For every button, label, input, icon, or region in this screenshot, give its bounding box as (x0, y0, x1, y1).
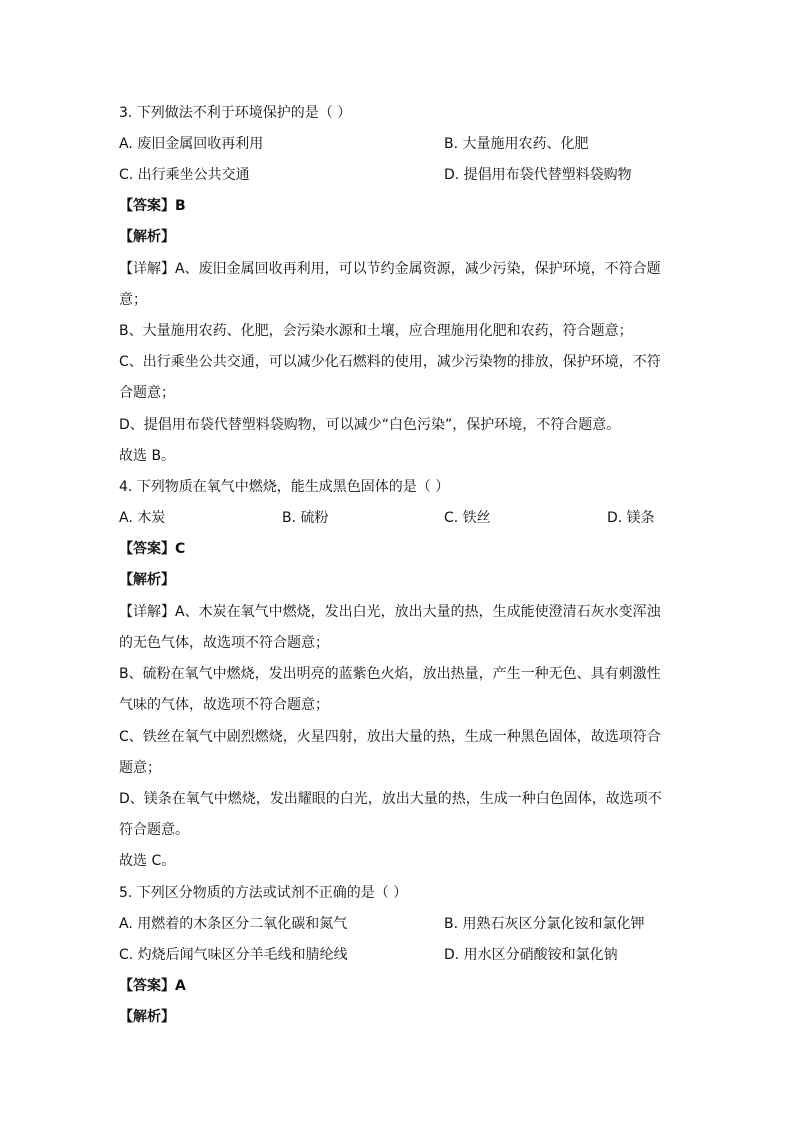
question-4-option-d: D. 镁条 (607, 510, 655, 526)
question-5-stem: 5. 下列区分物质的方法或试剂不正确的是（ ） (119, 885, 408, 901)
question-4-detail-line: 气味的气体，故选项不符合题意； (119, 697, 329, 713)
question-4-option-c: C. 铁丝 (444, 510, 491, 526)
question-4-analysis-label: 【解析】 (119, 572, 175, 588)
question-5-option-c: C. 灼烧后闻气味区分羊毛线和腈纶线 (119, 947, 348, 963)
question-4-option-a: A. 木炭 (119, 510, 166, 526)
question-4-detail-line: 符合题意。 (119, 822, 189, 838)
question-3-stem: 3. 下列做法不利于环境保护的是（ ） (119, 105, 352, 121)
question-4-stem: 4. 下列物质在氧气中燃烧，能生成黑色固体的是（ ） (119, 479, 450, 495)
question-3-detail-line: 合题意； (119, 385, 175, 401)
question-3-detail-line: D、提倡用布袋代替塑料袋购物，可以减少“白色污染”，保护环境，不符合题意。 (119, 417, 621, 433)
question-5-option-a: A. 用燃着的木条区分二氧化碳和氮气 (119, 916, 348, 932)
question-3-conclusion: 故选 B。 (119, 448, 176, 464)
question-4-detail-line: 【详解】A、木炭在氧气中燃烧，发出白光，放出大量的热，生成能使澄清石灰水变浑浊 (119, 604, 661, 620)
question-4-detail-line: 题意； (119, 760, 161, 776)
question-3-option-c: C. 出行乘坐公共交通 (119, 167, 250, 183)
question-5-answer: 【答案】A (119, 978, 186, 994)
question-3-detail-line: B、大量施用农药、化肥，会污染水源和土壤，应合理施用化肥和农药，符合题意； (119, 323, 633, 339)
question-5-option-d: D. 用水区分硝酸铵和氯化钠 (444, 947, 618, 963)
question-3-detail-line: 意； (119, 292, 147, 308)
question-4-conclusion: 故选 C。 (119, 853, 176, 869)
question-3-option-b: B. 大量施用农药、化肥 (444, 136, 589, 152)
question-4-detail-line: C、铁丝在氧气中剧烈燃烧，火星四射，放出大量的热，生成一种黑色固体，故选项符合 (119, 729, 661, 745)
question-4-detail-line: 的无色气体，故选项不符合题意； (119, 635, 329, 651)
question-4-detail-line: B、硫粉在氧气中燃烧，发出明亮的蓝紫色火焰，放出热量，产生一种无色、具有刺激性 (119, 666, 661, 682)
question-3-answer: 【答案】B (119, 198, 186, 214)
question-4-option-b: B. 硫粉 (282, 510, 329, 526)
question-5-option-b: B. 用熟石灰区分氯化铵和氯化钾 (444, 916, 645, 932)
question-3-option-d: D. 提倡用布袋代替塑料袋购物 (444, 167, 632, 183)
question-4-answer: 【答案】C (119, 541, 186, 557)
question-3-option-a: A. 废旧金属回收再利用 (119, 136, 264, 152)
question-5-analysis-label: 【解析】 (119, 1009, 175, 1025)
question-3-analysis-label: 【解析】 (119, 229, 175, 245)
question-3-detail-line: 【详解】A、废旧金属回收再利用，可以节约金属资源，减少污染，保护环境，不符合题 (119, 261, 661, 277)
question-4-detail-line: D、镁条在氧气中燃烧，发出耀眼的白光，放出大量的热，生成一种白色固体，故选项不 (119, 791, 662, 807)
question-3-detail-line: C、出行乘坐公共交通，可以减少化石燃料的使用，减少污染物的排放，保护环境，不符 (119, 354, 661, 370)
